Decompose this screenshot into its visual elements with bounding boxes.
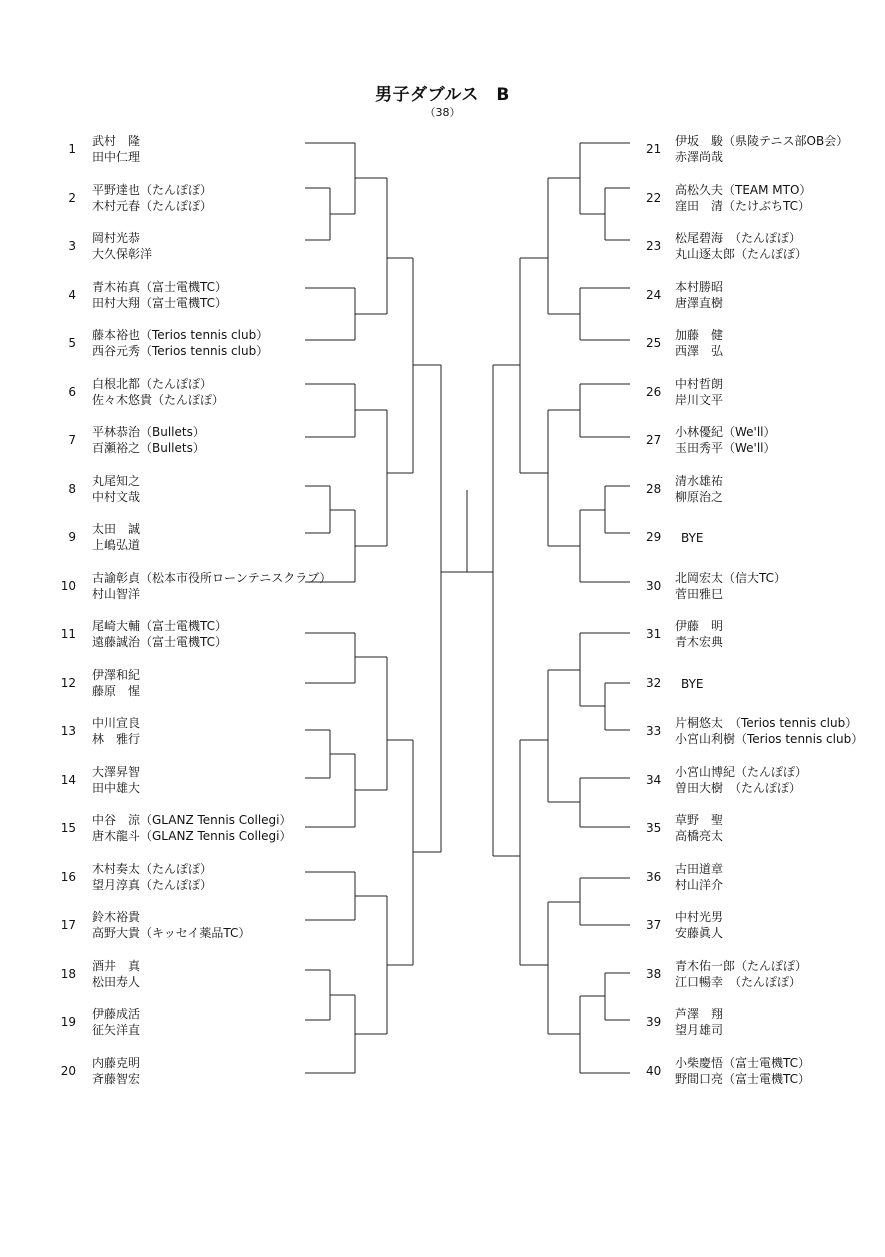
player-name: 白根北都（たんぽぽ）	[92, 376, 213, 391]
player-name: 百瀬裕之（Bullets）	[92, 441, 205, 455]
seed-number: 29	[646, 530, 662, 544]
player-name: 木村元春（たんぽぽ）	[92, 198, 213, 213]
player-name: 尾崎大輔（富士電機TC）	[92, 619, 228, 633]
player-name: 伊藤 明	[675, 619, 724, 633]
page-title: 男子ダブルス B	[375, 85, 510, 105]
player-name: 高橋亮太	[675, 829, 724, 843]
seed-number: 5	[68, 336, 76, 350]
seed-number: 10	[60, 578, 76, 593]
seed-number: 18	[60, 966, 76, 981]
player-name: 小林優紀（We'll）	[675, 425, 776, 439]
player-name: 西澤 弘	[675, 344, 724, 358]
player-name: 古諭彰貞（松本市役所ローンテニスクラブ）	[92, 570, 332, 585]
player-name: 青木宏典	[675, 635, 724, 649]
player-name: 上嶋弘道	[92, 538, 141, 552]
seed-number: 9	[68, 530, 76, 544]
player-name: 平野達也（たんぽぽ）	[92, 182, 213, 197]
player-name: 望月雄司	[675, 1023, 724, 1037]
seed-number: 16	[60, 869, 76, 884]
player-name: 高松久夫（TEAM MTO）	[675, 182, 812, 197]
player-name: 玉田秀平（We'll）	[675, 441, 776, 455]
seed-number: 2	[68, 190, 76, 205]
player-name: 青木佑一郎（たんぽぽ）	[675, 958, 808, 973]
player-name: 芦澤 翔	[675, 1007, 724, 1021]
seed-number: 13	[60, 724, 76, 738]
player-name: 小宮山利樹（Terios tennis club）	[675, 732, 864, 746]
player-name: 清水雄祐	[675, 473, 724, 488]
player-name: 村山洋介	[675, 877, 724, 892]
seed-number: 31	[646, 627, 662, 641]
seed-number: 34	[646, 772, 662, 787]
seed-number: 19	[60, 1015, 76, 1029]
player-name: 唐木龍斗（GLANZ Tennis Collegi）	[92, 829, 292, 843]
player-name: 江口暢幸 （たんぽぽ）	[675, 974, 802, 989]
player-name: 菅田雅巳	[675, 586, 724, 601]
seed-number: 24	[646, 287, 662, 302]
player-name: 岸川文平	[675, 392, 724, 407]
player-name: 小宮山博紀（たんぽぽ）	[675, 764, 808, 779]
seed-number: 8	[68, 481, 76, 496]
player-name: 木村奏太（たんぽぽ）	[92, 861, 213, 876]
player-name: 伊澤和紀	[92, 667, 141, 682]
seed-number: 38	[646, 966, 662, 981]
seed-number: 12	[60, 675, 76, 690]
player-name: 遠藤誠治（富士電機TC）	[92, 635, 228, 649]
player-name: 片桐悠太 （Terios tennis club）	[675, 716, 858, 730]
player-name: 窪田 清（たけぶちTC）	[675, 198, 811, 213]
seed-number: 27	[646, 433, 662, 447]
player-name: 佐々木悠貴（たんぽぽ）	[92, 392, 225, 407]
player-name: 松尾碧海 （たんぽぽ）	[675, 231, 802, 245]
seed-number: 4	[68, 287, 76, 302]
seed-number: 36	[646, 869, 662, 884]
player-name: 大久保彰洋	[92, 247, 153, 261]
player-name: 安藤眞人	[675, 926, 724, 940]
seed-number: 30	[646, 578, 662, 593]
player-name: 北岡宏太（信大TC）	[675, 570, 787, 585]
player-name: BYE	[681, 676, 704, 691]
seed-number: 39	[646, 1015, 662, 1029]
player-name: 中川宣良	[92, 716, 141, 730]
player-name: 内藤克明	[92, 1055, 141, 1070]
player-name: 伊坂 駿（県陵テニス部OB会）	[675, 134, 849, 148]
player-name: 田中仁理	[92, 150, 141, 164]
player-name: 本村勝昭	[675, 279, 724, 294]
player-name: 藤本裕也（Terios tennis club）	[92, 328, 269, 342]
player-name: 柳原治之	[675, 489, 724, 504]
seed-number: 7	[68, 433, 76, 447]
seed-number: 25	[646, 336, 662, 350]
player-name: 望月淳真（たんぽぽ）	[92, 877, 213, 892]
seed-number: 1	[68, 142, 76, 156]
player-name: 中村光男	[675, 910, 724, 924]
player-name: 村山智洋	[92, 586, 141, 601]
player-name: 青木祐真（富士電機TC）	[92, 279, 228, 294]
seed-number: 17	[60, 918, 76, 932]
player-name: 伊藤成活	[92, 1007, 141, 1021]
entry-count: （38）	[424, 106, 461, 119]
player-name: 丸尾知之	[92, 473, 141, 488]
seed-number: 23	[646, 239, 662, 253]
seed-number: 32	[646, 675, 662, 690]
player-name: 田村大翔（富士電機TC）	[92, 295, 228, 310]
seed-number: 11	[60, 627, 76, 641]
player-name: 丸山逐太郎（たんぽぽ）	[675, 247, 808, 261]
seed-number: 20	[60, 1063, 76, 1078]
seed-number: 37	[646, 918, 662, 932]
player-name: 藤原 惺	[92, 683, 141, 698]
player-name: 征矢洋直	[92, 1023, 141, 1037]
player-name: 唐澤直樹	[675, 295, 724, 310]
player-name: 小柴慶悟（富士電機TC）	[675, 1055, 811, 1070]
player-name: 古田道章	[675, 861, 724, 876]
player-name: 林 雅行	[92, 732, 141, 746]
seed-number: 35	[646, 821, 662, 835]
player-name: 曽田大樹 （たんぽぽ）	[675, 780, 802, 795]
seed-number: 22	[646, 190, 662, 205]
player-name: 中谷 涼（GLANZ Tennis Collegi）	[92, 813, 292, 827]
player-name: 松田寿人	[92, 974, 141, 989]
player-name: 大澤昇智	[92, 764, 141, 779]
seed-number: 3	[68, 239, 76, 253]
player-name: 斉藤智宏	[92, 1071, 141, 1086]
player-name: 中村文哉	[92, 489, 141, 504]
seed-number: 6	[68, 384, 76, 399]
seed-number: 33	[646, 724, 662, 738]
seed-number: 28	[646, 481, 662, 496]
seed-number: 15	[60, 821, 76, 835]
player-name: 野間口亮（富士電機TC）	[675, 1071, 811, 1086]
player-name: 酒井 真	[92, 958, 141, 973]
seed-number: 14	[60, 772, 76, 787]
player-name: 西谷元秀（Terios tennis club）	[92, 344, 269, 358]
player-name: 加藤 健	[675, 328, 724, 342]
player-name: 平林恭治（Bullets）	[92, 425, 205, 439]
seed-number: 21	[646, 142, 662, 156]
seed-number: 26	[646, 384, 662, 399]
player-name: 鈴木裕貴	[92, 910, 141, 924]
player-name: 赤澤尚哉	[675, 150, 724, 164]
player-name: 高野大貴（キッセイ薬品TC）	[92, 926, 251, 940]
player-name: BYE	[681, 531, 704, 545]
player-name: 田中雄大	[92, 780, 141, 795]
player-name: 武村 隆	[92, 134, 141, 148]
player-name: 草野 聖	[675, 813, 724, 827]
player-name: 中村哲朗	[675, 376, 724, 391]
player-name: 岡村光恭	[92, 231, 141, 245]
seed-number: 40	[646, 1063, 662, 1078]
player-name: 太田 誠	[92, 522, 141, 536]
